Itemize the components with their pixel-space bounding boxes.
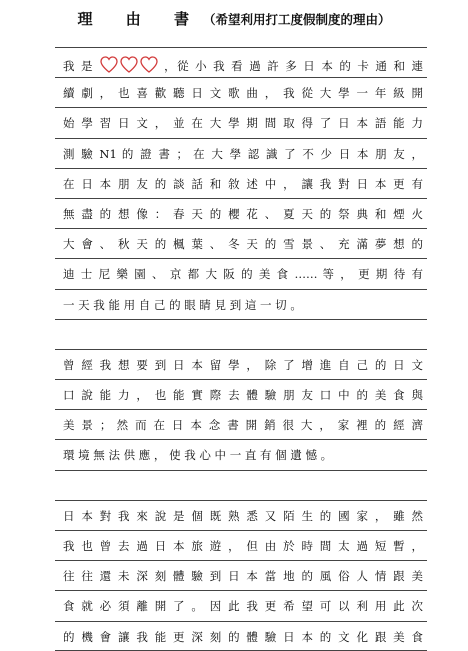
text-row [55,289,427,319]
line-text: 測 驗 N1 的 證 書 ； 在 大 學 認 識 了 不 少 日 本 朋 友 ， [63,146,423,161]
title-main: 理 由 書 [77,10,203,28]
line-text: 往 往 還 未 深 刻 體 驗 到 日 本 當 地 的 風 俗 人 情 跟 美 [63,569,423,584]
line-text-after: ，從 小 我 看 過 許 多 日 本 的 卡 通 和 連 [159,59,423,73]
title-subtitle: （希望利用打工度假制度的理由） [202,12,391,27]
line-text: 口 說 能 力 ， 也 能 實 際 去 體 驗 朋 友 口 中 的 美 食 與 [63,388,423,403]
line-text: 美 景 ； 然 而 在 日 本 念 書 開 銷 很 大 ， 家 裡 的 經 濟 [63,418,423,433]
text-row [55,47,427,77]
line-text [63,55,423,71]
text-row [55,107,427,137]
line-text: 大 會 、 秋 天 的 楓 葉 、 冬 天 的 雪 景 、 充 滿 夢 想 的 [63,237,423,252]
line-text [63,478,423,494]
line-text: 始 學 習 日 文 ， 並 在 大 學 期 間 取 得 了 日 本 語 能 力 [63,116,423,131]
text-row [55,590,427,620]
text-row [55,198,427,228]
line-text: 曾 經 我 想 要 到 日 本 留 學 ， 除 了 增 進 自 己 的 日 文 [63,357,423,372]
blank-row [55,319,427,349]
text-row [55,379,427,409]
text-row [55,500,427,530]
text-row [55,439,427,469]
line-text: 迪 士 尼 樂 園 、 京 都 大 阪 的 美 食 …… 等 ， 更 期 待 有 [63,267,423,282]
text-row [55,349,427,379]
line-text: 我 也 曾 去 過 日 本 旅 遊 ， 但 由 於 時 間 太 過 短 暫 ， [63,539,423,553]
blank-row [55,470,427,500]
text-row [55,258,427,288]
text-row [55,409,427,439]
text-row [55,530,427,560]
line-text: 食 就 必 須 離 開 了 。 因 此 我 更 希 望 可 以 利 用 此 次 [63,599,423,614]
text-row [55,621,427,651]
line-text-before: 我 是 [63,59,100,73]
document-title [0,8,468,29]
writing-grid [55,47,427,651]
line-text: 在 日 本 朋 友 的 談 話 和 敘 述 中 ， 讓 我 對 日 本 更 有 [63,176,423,191]
line-text: 的 機 會 讓 我 能 更 深 刻 的 體 驗 日 本 的 文 化 跟 美 食 [63,629,423,644]
line-text: 無 盡 的 想 像 ： 春 天 的 櫻 花 、 夏 天 的 祭 典 和 煙 火 [63,206,423,221]
line-text [63,327,423,343]
line-text: 環 境 無 法 供 應 ， 使 我 心 中 一 直 有 個 遺 憾 。 [63,448,333,463]
line-text: 續 劇 ， 也 喜 歡 聽 日 文 歌 曲 ， 我 從 大 學 一 年 級 開 [63,86,423,101]
text-row [55,228,427,258]
text-row [55,168,427,198]
text-row [55,138,427,168]
line-text: 日 本 對 我 來 說 是 個 既 熟 悉 又 陌 生 的 國 家 ， 雖 然 [63,508,423,523]
line-text: 一 天 我 能 用 自 己 的 眼 睛 見 到 這 一 切 。 [63,297,302,312]
text-row [55,77,427,107]
hearts-icon [99,55,159,77]
text-row [55,560,427,590]
